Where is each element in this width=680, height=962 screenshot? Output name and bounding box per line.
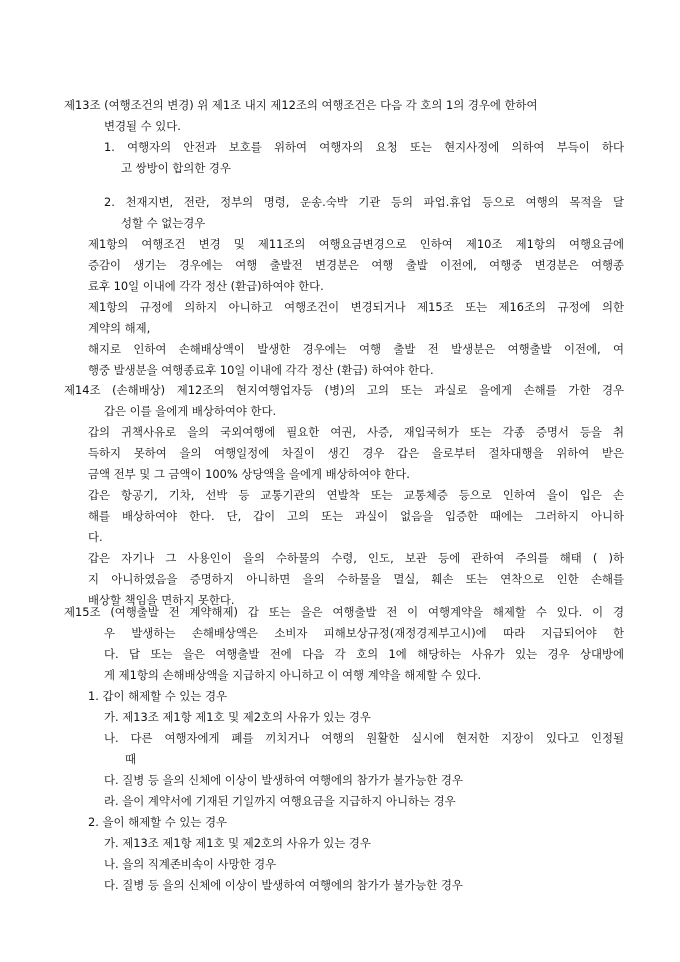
article-13-line: 료후 10일 이내에 각각 정산 (환급)하여야 한다.: [88, 279, 324, 293]
article-15-item-1-subitem-cont: [125, 749, 624, 770]
article-13-item-1: [104, 137, 624, 158]
article-15-line: 가. 제13조 제1항 제1호 및 제2호의 사유가 있는 경우: [104, 710, 371, 724]
article-15-line: 라. 을이 계약서에 기재된 기일까지 여행요금을 지급하지 아니하는 경우: [104, 794, 456, 808]
article-13-line: 제1항의 규정에 의하지 아니하고 여행조건이 변경되거나 제15조 또는 제16조의 규정에 의한: [88, 300, 624, 314]
article-14-line: 다.: [88, 530, 103, 544]
article-15-item-2: [88, 812, 624, 833]
article-13-line: 해지로 인하여 손해배상액이 발생한 경우에는 여행 출발 전 발생분은 여행출발 이전에, 여: [88, 342, 624, 356]
article-15-line: 게 제1항의 손해배상액을 지급하지 아니하고 이 여행 계약을 해제할 수 있다.: [104, 668, 482, 682]
article-14-line: 배상할 책임을 면하지 못한다.: [88, 593, 235, 607]
article-14-line: 갑은 자기나 그 사용인이 을의 수하물의 수령, 인도, 보관 등에 관하여 주의를 해태 ( )하: [88, 551, 624, 565]
article-14-line: 금액 전부 및 그 금액이 100% 상당액을 을에게 배상하여야 한다.: [88, 467, 410, 481]
article-13-item-2-cont: [121, 213, 624, 234]
article-14-line: 갑의 귀책사유로 을의 국외여행에 필요한 여권, 사증, 재입국허가 또는 각종 증명서 등을 취: [88, 425, 624, 439]
article-14-heading: [64, 380, 624, 401]
article-13-line: 행중 발생분을 여행종료후 10일 이내에 각각 정산 (환급) 하여야 한다.: [88, 363, 434, 377]
article-15-line: 다. 질병 등 을의 신체에 이상이 발생하여 여행에의 참가가 불가능한 경우: [104, 773, 463, 787]
article-13-heading-cont: [104, 116, 624, 137]
article-15-line: 나. 다른 여행자에게 폐를 끼치거나 여행의 원활한 실시에 현저한 지장이 있다고 인정될: [104, 731, 624, 745]
article-14-line: 해를 배상하여야 한다. 단, 갑이 고의 또는 과실이 없음을 입증한 때에는 그러하지 아니하: [88, 509, 624, 523]
article-13-line: 1. 여행자의 안전과 보호를 위하여 여행자의 요청 또는 현지사정에 의하여 부득이 하다: [104, 140, 624, 154]
article-15-heading: [64, 602, 624, 623]
article-13-item-2: [104, 192, 624, 213]
article-14-line: 지 아니하였음을 증명하지 아니하면 을의 수하물을 멸실, 훼손 또는 연착으로 인한 손해를: [88, 572, 624, 586]
article-14-paragraph: [88, 422, 624, 611]
article-15-line: 다. 질병 등 을의 신체에 이상이 발생하여 여행에의 참가가 불가능한 경우: [104, 878, 463, 892]
article-13-line: 변경될 수 있다.: [104, 119, 181, 133]
article-15-line: 가. 제13조 제1항 제1호 및 제2호의 사유가 있는 경우: [104, 836, 371, 850]
article-15-line: 1. 갑이 해제할 수 있는 경우: [88, 689, 228, 703]
article-14-line: 제14조 (손해배상) 제12조의 현지여행업자등 (병)의 고의 또는 과실로 을에게 손해를 가한 경우: [64, 383, 624, 397]
article-13-line: 계약의 해제,: [88, 321, 151, 335]
article-15-item-2-subitems: [104, 833, 624, 896]
article-13-item-1-cont: [121, 158, 624, 179]
article-15-line: 우 발생하는 손해배상액은 소비자 피해보상규정(재정경제부고시)에 따라 지급되어야 한: [104, 626, 624, 640]
article-15-item-1-subitems-2: [104, 770, 624, 812]
article-15-line: 2. 을이 해제할 수 있는 경우: [88, 815, 228, 829]
article-15-line: 나. 을의 직계존비속이 사망한 경우: [104, 857, 277, 871]
article-14-line: 갑은 이를 을에게 배상하여야 한다.: [104, 404, 277, 418]
article-13-line: 제1항의 여행조건 변경 및 제11조의 여행요금변경으로 인하여 제10조 제1항의 여행요금에: [88, 237, 624, 251]
article-13-heading: [64, 95, 624, 116]
article-15-line: 제15조 (여행출발 전 계약해제) 갑 또는 을은 여행출발 전 이 여행계약을 해제할 수 있다. 이 경: [64, 605, 624, 619]
article-15-heading-cont: [104, 623, 624, 686]
article-15-item-1-subitems: [104, 707, 624, 749]
article-14-line: 갑은 항공기, 기차, 선박 등 교통기관의 연발착 또는 교통체증 등으로 인하여 을이 입은 손: [88, 488, 624, 502]
article-15-line: 때: [125, 752, 137, 766]
article-13-line: 증감이 생기는 경우에는 여행 출발전 변경분은 여행 출발 이전에, 여행중 변경분은 여행종: [88, 258, 624, 272]
article-13-line: 제13조 (여행조건의 변경) 위 제1조 내지 제12조의 여행조건은 다음 각 호의 1의 경우에 한하여: [64, 98, 538, 112]
article-13-line: 2. 천재지변, 전란, 정부의 명령, 운송.숙박 기관 등의 파업.휴업 등으로 여행의 목적을 달: [104, 195, 624, 209]
article-15-item-1: [88, 686, 624, 707]
article-14-heading-cont: [104, 401, 624, 422]
article-15-line: 다. 답 또는 을은 여행출발 전에 다음 각 호의 1에 해당하는 사유가 있는 경우 상대방에: [104, 647, 624, 661]
article-14-line: 득하지 못하여 을의 여행일정에 차질이 생긴 경우 갑은 을로부터 절차대행을 위하여 받은: [88, 446, 624, 460]
article-13-paragraph: [88, 234, 624, 381]
article-13-line: 고 쌍방이 합의한 경우: [121, 161, 231, 175]
article-13-line: 성할 수 없는경우: [121, 216, 206, 230]
